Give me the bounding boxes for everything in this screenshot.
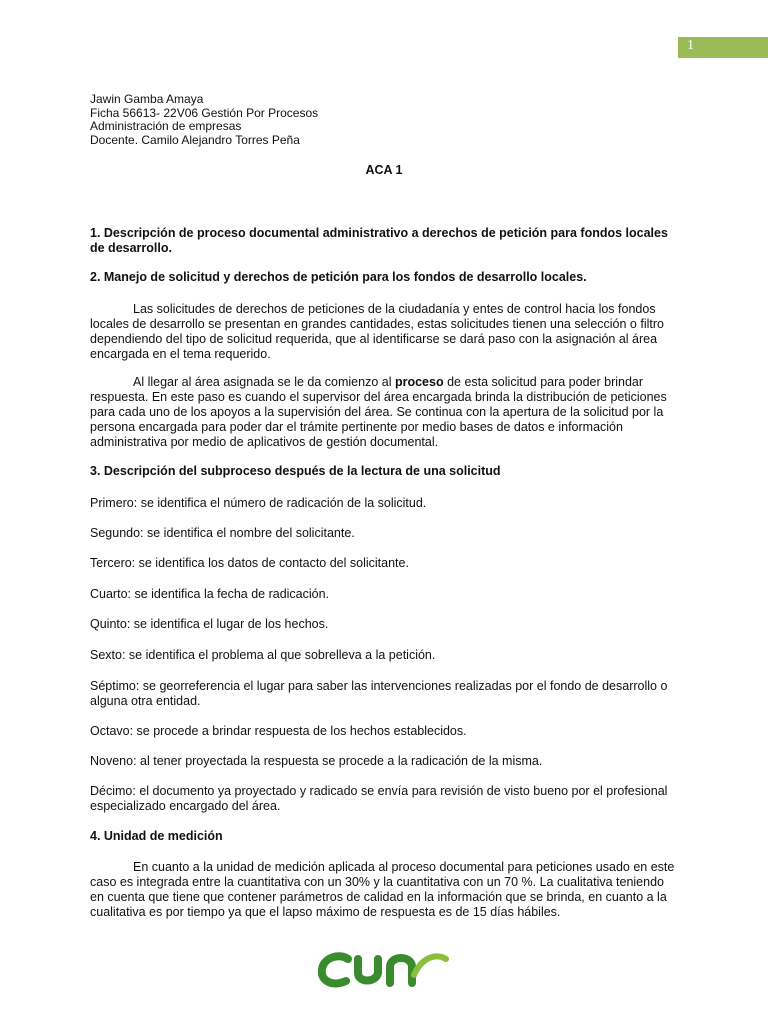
- cun-logo: [318, 945, 450, 994]
- step-item: Noveno: al tener proyectada la respuesta se procede a la radicación de la misma.: [90, 754, 543, 768]
- bold-term: proceso: [394, 375, 444, 389]
- section-2-paragraph-1: Las solicitudes de derechos de peticiones de la ciudadanía y entes de control hacia los fondos locales de desarrollo se presentan en grandes cantidades, estas solicitudes tienen una selección o filtro dependiendo del tipo de solicitud requerida, que al identificarse se dará paso con la asignación al área encargada en el tema requerido.: [90, 302, 664, 361]
- document-title: ACA 1: [365, 163, 403, 177]
- step-item: Sexto: se identifica el problema al que sobrelleva a la petición.: [90, 648, 436, 662]
- section-1-heading: 1. Descripción de proceso documental administrativo a derechos de petición para fondos locales de desarrollo.: [90, 226, 668, 255]
- step-item: Octavo: se procede a brindar respuesta de los hechos establecidos.: [90, 724, 467, 738]
- step-item: Segundo: se identifica el nombre del solicitante.: [90, 526, 355, 540]
- step-item: Cuarto: se identifica la fecha de radicación.: [90, 587, 330, 601]
- section-4-paragraph: En cuanto a la unidad de medición aplicada al proceso documental para peticiones usado en este caso es integrada entre la cuantitativa con un 30% y la cuantitativa con un 70 %. La cualitativa teniendo en cuenta que tiene que contener parámetros de calidad en la información que se brinda, en cuanto a la cualitativa es por tiempo ya que el lapso máximo de respuesta es de 15 días hábiles.: [90, 860, 675, 919]
- paragraph-text: de esta solicitud para poder brindar respuesta. En este paso es cuando el supervisor del área encargada brinda la distribución de peticiones para cada uno de los apoyos a la supervisión del área. Se continua con la apertura de la solicitud por la persona encargada para poder dar el trámite pertinente por medio bases de datos e información administrativa por medio de aplicativos de gestión documental.: [90, 375, 667, 449]
- step-item: Séptimo: se georreferencia el lugar para saber las intervenciones realizadas por el fondo de desarrollo o alguna otra entidad.: [90, 679, 668, 708]
- section-2-paragraph-2: [90, 375, 680, 450]
- section-2-heading: 2. Manejo de solicitud y derechos de petición para los fondos de desarrollo locales.: [90, 270, 587, 284]
- step-item: Tercero: se identifica los datos de contacto del solicitante.: [90, 556, 409, 570]
- author-name: Jawin Gamba Amaya: [90, 92, 204, 106]
- document-header: [90, 93, 318, 147]
- teacher-line: Docente. Camilo Alejandro Torres Peña: [90, 132, 300, 147]
- step-item: Quinto: se identifica el lugar de los hechos.: [90, 617, 329, 631]
- page-number-badge: [678, 37, 768, 58]
- section-4-heading: 4. Unidad de medición: [90, 829, 223, 843]
- section-3-heading: 3. Descripción del subproceso después de la lectura de una solicitud: [90, 464, 501, 478]
- step-item: Primero: se identifica el número de radicación de la solicitud.: [90, 496, 427, 510]
- ficha-line: Ficha 56613- 22V06 Gestión Por Procesos: [90, 105, 319, 120]
- program-line: Administración de empresas: [90, 119, 242, 133]
- cun-logo-mark: [318, 945, 450, 989]
- step-item: Décimo: el documento ya proyectado y radicado se envía para revisión de visto bueno por el profesional especializado encargado del área.: [90, 784, 668, 813]
- page-number: 1: [687, 38, 694, 53]
- paragraph-text: Al llegar al área asignada se le da comienzo al: [133, 375, 395, 389]
